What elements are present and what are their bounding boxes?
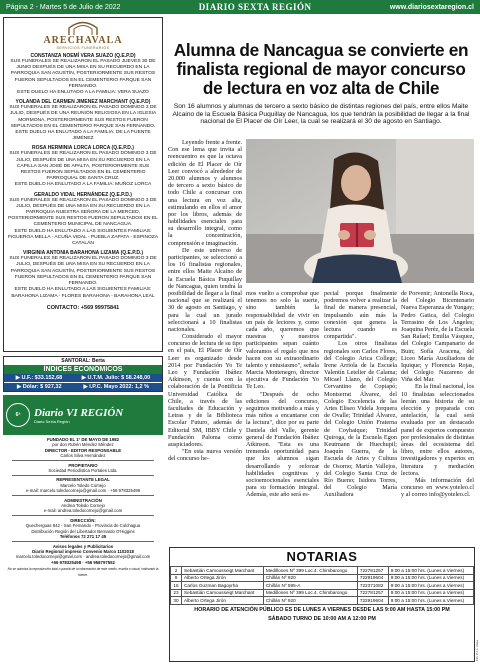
- founder: por don Rubén Méndez Méndez: [52, 442, 114, 448]
- ads-phones: +56 978325498 · +56 958797552: [51, 559, 115, 565]
- article-paragraph: Más información del concurso en www.yoteleo.cl y al correo info@yoteleo.cl.: [401, 476, 474, 499]
- index-ipc: ▶ I.P.C. Mayo 2022: 1,2 %: [83, 384, 150, 390]
- table-cell: 9:00 a 15:00 hrs. (Lunes a Viernes): [388, 582, 473, 590]
- admin-mail: e-mail: andrea.toledocornejo@gmail.com: [43, 508, 123, 514]
- owner: Sociedad Periodística Portales Ltda.: [48, 468, 118, 474]
- obituary-name: CONSTANZA NOEMÍ VERA SUAZO (Q.E.P.D): [30, 53, 136, 59]
- table-cell: 722781257: [357, 589, 388, 597]
- admin-name: Andrea Toledo Cornejo: [61, 503, 105, 509]
- ads-contact: marcelo.toledocornejo@gmail.com · andrea.toledocornejo@gmail.com: [15, 554, 151, 560]
- article-paragraph: "En esta nueva versión del concurso he-: [168, 448, 242, 463]
- notarias-box: [169, 547, 475, 662]
- index-uf: ▶ U.F.: $33.152,68: [15, 375, 63, 381]
- article-photo: [246, 139, 474, 283]
- table-cell: Carlos Guzman Bagoyrha: [182, 582, 264, 590]
- table-cell: 9:00 a 15:00 hrs. (Lunes a Viernes): [388, 589, 473, 597]
- obituary-text: SUS FUNERALES SE REALIZARON EL PASADO DOMINGO 3 DE JULIO, DESPUÉS DE UNA MISA EN SU RECUERDO EN LA CAPILLA SAN JOSÉ DE APALTA, POSTERIORMENTE SUS RESTOS FUERON SEPULTADOS EN EL CEMENTERIO PARROQUIAL DE SANTA CRUZ.: [9, 151, 157, 182]
- article-paragraph: Considerado el mayor concurso de lectura de su tipo en el país, El Placer de Oír Leer es organizado desde 2014 por Fundación Yo Te Leo y Fundación Ibáñez Atkinson, y cuenta con la colaboración de la Pontificia Universidad Católica de Chile, a través de las facultades de Educación y Letras y de la Biblioteca Escolar Futuro, además de Editorial SM, IBBY Chile y Fundación Paloma como auspiciadores.: [168, 333, 242, 448]
- masthead-title: Diario VI REGIÓN: [34, 406, 124, 419]
- obituary-family: ESTE DUELO HA ENLUTADO A LAS SIGUIENTES FAMILIAS: FIGUEROA MELLA - ACUÑA VIDAL - PUEBLA ZAPATA - ESPINOZA CATALÁN: [7, 228, 159, 247]
- index-dolar: ▶ Dólar: $ 927,32: [16, 384, 62, 390]
- obituary-list: [7, 53, 159, 300]
- article-paragraph: En la final nacional, los 10 finalistas seleccionados leerán una historia de su elección y preparada con antelación, la cual será evaluada por un destacado panel de expertos compuesto por profesionales de distintas áreas del ecosistema del libro, entre ellos autores, investigadores y expertos en literatura y mediación lectora.: [401, 383, 474, 477]
- table-cell: Medillones Nº 399 Loc.4. Chimbarongo: [263, 567, 357, 575]
- obituary-text: SUS FUNERALES SE REALIZARON EL PASADO DOMINGO 3 DE JULIO, DESPUÉS DE UNA MISA EN SU RECUERDO EN LA PARROQUIA SAN AGUSTÍN, POSTERIORMENTE SUS RESTOS FUERON SEPULTADOS EN EL CEMENTERIO PARQUE SAN FERNANDO.: [9, 256, 157, 287]
- article-column-1: [168, 139, 242, 462]
- left-column: [3, 17, 163, 667]
- notarias-title: NOTARIAS: [286, 549, 358, 564]
- notarias-hours: HORARIO DE ATENCIÓN PÚBLICO ES DE LUNES A VIERNES DESDE LAS 9:00 AM HASTA 15:00 PM: [194, 606, 450, 613]
- obituary-family: ESTE DUELO HA ENLUTADO A LA FAMILIA: VERA SUAZO: [17, 90, 149, 96]
- table-cell: Alberto Ortega Jirón: [182, 597, 264, 605]
- table-cell: Sebastián Camousseigt Marchant: [182, 589, 264, 597]
- obituary-text: SUS FUNERALES SE REALIZARON EL PASADO JUEVES 30 DE JUNIO DESPUÉS DE UNA MISA EN SU RECUERDO EN LA PARROQUIA SAN AGUSTÍN, POSTERIORMENTE SUS RESTOS FUERON SEPULTADOS EN EL CEMENTERIO PARQUE SAN FERNANDO.: [10, 59, 156, 89]
- table-row: [171, 597, 474, 605]
- obituary-name: GERALDO VIDAL HERNÁNDEZ (Q.E.P.D.): [34, 191, 132, 198]
- address-role: DIRECCIÓN:: [70, 517, 96, 523]
- legal-rep: Marcelo Toledo Cornejo: [60, 482, 106, 488]
- ads-title: Avisos legales y Publicitarios: [52, 543, 114, 549]
- article-paragraph: pecial porque finalmente podremos volver a realizar la final de manera presencial, impulsando aún más la conexión que genera la lectura cuando es compartida".: [324, 290, 397, 341]
- disclaimer: No se autoriza la reproducción total o parcial de la información de este medio, escrita o visual, indicando la fuente.: [7, 567, 159, 577]
- table-cell: 9:00 a 15:00 hrs. (Lunes a Viernes): [388, 574, 473, 582]
- masthead-logo: [3, 395, 163, 435]
- director: Carlos Silva Hernández: [60, 453, 106, 459]
- table-cell: 722781257: [357, 567, 388, 575]
- side-tag: FFL P.J.L. Zepa: [475, 640, 479, 662]
- table-cell: 722919604: [357, 574, 388, 582]
- article-column-4: [401, 290, 474, 498]
- owner-role: PROPIETARIO: [68, 462, 98, 468]
- notarias-saturday: SÁBADO TURNO DE 10:00 AM A 12:00 PM: [268, 616, 376, 622]
- table-cell: Chillán Nº 920: [263, 597, 357, 605]
- table-cell: Chillán Nº 595-A: [263, 582, 357, 590]
- paper-name: DIARIO SEXTA REGIÓN: [198, 2, 312, 12]
- article-column-3: [324, 290, 397, 498]
- girl-reading-photo: [246, 139, 474, 283]
- obituary-text: SUS FUNERALES SE REALIZARON EL PASADO DOMINGO 3 DE JULIO, DESPUÉS DE UNA REUNIÓN RELIGIOSA EN LA IGLESIA MORMONA, POSTERIORMENTE SUS RESTOS FUERON SEPULTADOS EN EL CEMENTERIO PARQUE SAN FERNANDO.: [9, 105, 157, 129]
- article-paragraph: de Porvenir; Antonella Roca, del Colegio Bicentenario Nueva Esperanza de Yungay; Pedro Gatica, del Colegio Terrasino de Los Ángeles; Joaquina Peréz, de la Escuela San Rafael; Emilia Vásquez, del Colegio Campanario de Buin; Sofía Aracena, del Liceo María Auxiliadora de Iquique; y Florencia Rojas, del Colegio Nazareno de Viña del Mar.: [401, 290, 475, 384]
- masthead-subtitle: Diario Sexta Región: [34, 418, 70, 424]
- table-cell: 722919604: [357, 597, 388, 605]
- founded: FUNDADO EL 1º DE MAYO DE 1982: [46, 437, 119, 442]
- article-paragraph: "Después de ocho ediciones del concurso, seguimos motivando a más y más niños a encantarse con la lectura", dice por su parte Daniela del Valle, gerente general de Fundación Ibáñez Atkinson. "Esta es una tremenda oportunidad para que los alumnos sigan desarrollando y reforzar habilidades cognitivas y socioemocionales esenciales para su formación integral. Además, este año será es-: [246, 390, 319, 499]
- index-utm: ▶ U.T.M. Julio: $ 58.248,00: [81, 375, 151, 381]
- site-link[interactable]: www.diariosextaregion.cl: [389, 3, 474, 11]
- ads-detail: Diario Regional impreso Convenio Marco 1102018: [32, 548, 134, 554]
- table-cell: 9:00 a 15:00 hrs. (Lunes a Viernes): [388, 567, 473, 575]
- arch-icon: [66, 21, 100, 35]
- table-cell: 2: [171, 567, 182, 575]
- notarias-table: [170, 566, 474, 605]
- obituaries-box: [3, 17, 163, 352]
- table-cell: 30: [171, 597, 182, 605]
- obituary-family: ESTE DUELO HA ENLUTADO A LA FAMILIA: MUÑOZ LORCA: [14, 182, 152, 188]
- table-row: [171, 582, 474, 590]
- credits-box: [3, 435, 163, 580]
- economic-indices: [3, 356, 163, 392]
- obituary-name: ROSA HERMINIA LORCA LORCA (Q.E.P.D.): [32, 145, 134, 152]
- table-cell: 9: [171, 574, 182, 582]
- article-headline: Alumna de Nancagua se convierte en finalista regional de mayor concurso de lectura en voz alta de Chile: [173, 40, 469, 98]
- article-paragraph: Los otros finalistas regionales son Carlos Flores, del Colegio Arica College; Irene Arriola de la Escuela Valentín Letelier de Calama; Micael Llano, del Colegio Cervantino de Copiapó; Montserrat Álvarez, del Colegio Excelencia de las Artes Eliseo Videla Jorquera de Ovalle; Trinidad Álvarez, del Colegio Unión Fraterna de Coyhaique; Trinidad Quiroga, de la Escuela Egon Keutmann de Huechupil; Joaquín Guerra, de la Escuela de Artes y Cultura de Osorno; Martín Vallejos, del Colegio Santa Cruz de Río Bueno; Isidora Torres, del Colegio María Auxiliadora: [324, 340, 397, 499]
- obituary-contact: CONTACTO: +569 99975841: [46, 304, 120, 311]
- page-header-bar: [0, 0, 480, 14]
- masthead-emblem-icon: 6ª: [6, 403, 30, 427]
- admin-role: ADMINISTRACIÓN: [64, 497, 102, 503]
- table-cell: 9:00 a 15:00 hrs. (Lunes a Viernes): [388, 597, 473, 605]
- santoral: SANTORAL: Berta: [61, 358, 105, 364]
- funeral-logo: [7, 21, 159, 50]
- obituary-text: SUS FUNERALES SE REALIZARON EL PASADO DOMINGO 3 DE JULIO, DESPUÉS DE UNA MISA EN SU RECUERDO EN LA PARROQUIA NUESTRA SEÑORA DE LA MERCED, POSTERIORMENTE SUS RESTOS FUERON SEPULTADOS EN EL CEMENTERIO MUNICIPAL DE NANCAGUA.: [8, 197, 158, 228]
- funeral-logo-sub: SERVICIOS FUNERARIOS: [56, 46, 110, 50]
- table-cell: Chillán Nº 920: [263, 574, 357, 582]
- table-row: [171, 567, 474, 575]
- director-role: DIRECTOR - EDITOR RESPONSABLE: [44, 447, 122, 453]
- article-paragraph: mos vuelto a comprobar que tenemos no solo la suerte, sino también la responsabilidad de vivir en un país de lectores y, como cada año, queremos que nuestras y nuestros participantes sepan cuánto valoramos el regalo que nos hacen con su extraordinario talento y entusiasmo", señala Marcia Montenegro, director ejecutiva de Fundación Yo Te Leo.: [246, 290, 319, 391]
- table-cell: Alberto Ortega Jirón: [182, 574, 264, 582]
- funeral-logo-name: ARECHAVALA: [43, 35, 123, 46]
- address: Quecherguas 842 - San Fernando - Provincia de Colchagua: [25, 523, 141, 529]
- table-cell: 16: [171, 582, 182, 590]
- obituary-family: ESTE DUELO HA ENLUTADO A LA FAMILIA: DE LA FUENTE JIMÉNEZ: [15, 130, 151, 142]
- legal-contact: e-mail: marcelo.toledocornejo@gmail.com · +56 978325498: [25, 488, 141, 494]
- table-row: [171, 574, 474, 582]
- article-paragraph: Leyendo frente a frente. Con ese lema que invita al reencuentro es que la octava edición de El Placer de Oír Leer convocó a alrededor de 20.000 alumnos y alumnos de tercero a sexto básico de todo Chile a concursar con una lectura en voz alta, estimulando en ellos el amor por los libros, además de habilidades esenciales para su desarrollo integral, como la concentración, comprensión e imaginación.: [168, 139, 242, 247]
- indices-row: [4, 374, 162, 382]
- table-cell: Sebastián Camousseigt Marchant: [182, 567, 264, 575]
- table-cell: 722371082: [357, 582, 388, 590]
- obituary-name: VIRGINIA ANTONIA BARAHONA LIZAMA (Q.E.P.D.): [23, 250, 143, 257]
- article-deck: Son 16 alumnos y alumnas de tercero a sexto básico de distintas regiones del país, entre ellos Maite Alcaino de la Escuela Básica Puquillay de Nancagua, los que tendrán la posibilidad de llegar a la final nacional de El Placer de Oír Leer, la cual se realizará el 30 de agosto en Santiago.: [172, 103, 470, 126]
- table-row: [171, 589, 474, 597]
- article-column-2: [246, 290, 319, 498]
- page-date: Página 2 - Martes 5 de Julio de 2022: [6, 3, 121, 11]
- table-cell: Medillones Nº 399 Loc.4. Chimbarongo: [263, 589, 357, 597]
- distribution: Distribución Región del Libertador Bernardo O'Higgins: [31, 528, 135, 534]
- table-cell: 23: [171, 589, 182, 597]
- indices-row: [4, 382, 162, 391]
- legal-role: REPRESENTANTE LEGAL: [56, 477, 110, 483]
- indices-title: ÍNDICES ECONÓMICOS: [4, 365, 162, 374]
- phone: Teléfonos 72 271 17 45: [59, 534, 107, 540]
- obituary-name: YOLANDA DEL CARMEN JIMENEZ MARCHANT (Q.E.P.D): [15, 99, 151, 106]
- obituary-family: ESTE DUELO HA ENLUTADO A LAS SIGUIENTES FAMILIAS: BARAHONA LIZAMA - FLORES BARAHONA - BARAHONA LEAL: [11, 287, 155, 299]
- article-paragraph: De este universo de participantes, se seleccionó a los 16 finalistas regionales, entre ellos Maite Alcaino de la Escuela Básica Puquillay de Nancagua, quien tendrá la posibilidad de llegar a la final nacional que se realizará el 30 de agosto en Santiago, y para la cual un jurado seleccionará a 10 finalistas nacionales.: [168, 246, 242, 333]
